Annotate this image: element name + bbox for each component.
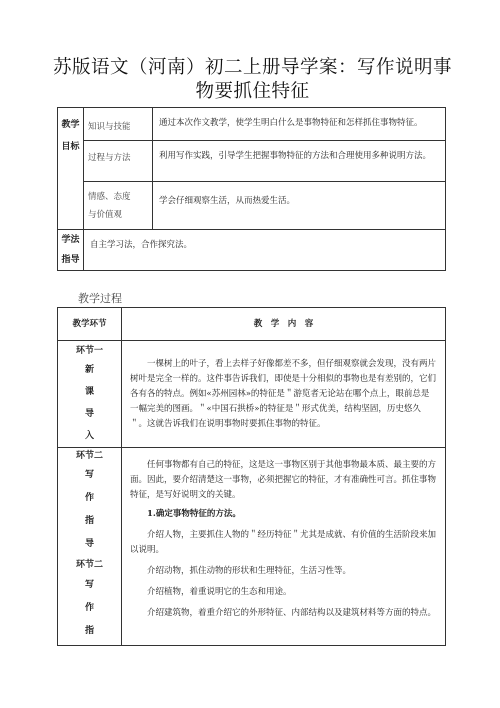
objectives-header-line-2: 目标 xyxy=(61,142,80,152)
col-header-stage: 教学环节 xyxy=(58,308,122,341)
stage-1-char: 新 xyxy=(84,365,94,375)
method-header-line-2: 指导 xyxy=(61,255,80,265)
stage-2-heading: 1.确定事物特征的方法。 xyxy=(147,509,241,519)
stage-2-paragraph-buildings: 介绍建筑物，着重介绍它的外形特征、内部结构以及建筑材料等方面的特点。 xyxy=(147,608,437,618)
process-section-label: 教学过程 xyxy=(78,292,122,305)
stage-1-paragraph: 一棵树上的叶子，看上去样子好像都差不多，但仔细观察就会发现，没有两片树叶是完全一样的。这件事告诉我们，即使是十分相似的事物也是有差别的，它们各有各的特点。例如«苏州园林»的特征是＂游览者无论站在哪个点上，眼前总是一幅完美的图画。＂«中国石拱桥»的特征是＂形式优美，结构坚固，历史悠久＂。这就告诉我们在说明事物时要抓住事物的特征。 xyxy=(130,359,437,429)
stage-1-char: 入 xyxy=(84,431,94,441)
stage-1-char: 导 xyxy=(84,409,94,419)
objectives-header-line-1: 教学 xyxy=(61,120,80,130)
objectives-table xyxy=(57,107,446,271)
col-header-content: 教 学 内 容 xyxy=(122,308,446,341)
stage-2-paragraph-plants: 介绍植物，着重说明它的生态和用途。 xyxy=(147,587,292,597)
stage-1-char: 课 xyxy=(84,387,94,397)
attitude-text: 学会仔细观察生活，从而热爱生活。 xyxy=(153,182,446,230)
stage-2b-title: 环节二 xyxy=(75,560,103,570)
stage-2b-char: 作 xyxy=(84,603,94,613)
knowledge-label: 知识与技能 xyxy=(84,108,153,141)
stage-2-paragraph-1: 任何事物都有自己的特征，这是这一事物区别于其他事物最本质、最主要的方面。因此，要介绍清楚这一事物，必须把握它的特征，才有准确性可言。抓住事物特征，是写好说明文的关键。 xyxy=(130,460,437,500)
document-title xyxy=(40,56,465,104)
knowledge-text: 通过本次作文教学，使学生明白什么是事物特征和怎样抓住事物特征。 xyxy=(153,108,446,141)
attitude-label-line-1: 情感、态度 xyxy=(88,192,131,202)
method-text: 自主学习法，合作探究法。 xyxy=(84,230,446,271)
stage-2-cell xyxy=(58,448,122,646)
stage-1-title: 环节一 xyxy=(75,346,103,356)
process-method-label: 过程与方法 xyxy=(84,141,153,182)
process-table xyxy=(57,307,446,646)
title-line-2: 物要抓住特征 xyxy=(195,81,310,102)
objectives-header xyxy=(58,108,84,230)
stage-2-char: 写 xyxy=(84,470,94,480)
stage-2-paragraph-animals: 介绍动物，抓住动物的形状和生理特征，生活习性等。 xyxy=(147,566,352,576)
method-header xyxy=(58,230,84,271)
stage-2-char: 导 xyxy=(84,539,94,549)
process-method-text: 利用写作实践，引导学生把握事物特征的方法和合理使用多种说明方法。 xyxy=(153,141,446,182)
stage-2b-char: 指 xyxy=(84,626,94,636)
stage-2-title: 环节二 xyxy=(75,451,103,461)
attitude-label xyxy=(84,182,153,230)
method-header-line-1: 学法 xyxy=(61,235,80,245)
title-line-1: 苏版语文（河南）初二上册导学案：写作说明事 xyxy=(52,57,452,78)
stage-1-cell xyxy=(58,341,122,448)
stage-2-paragraph-people: 介绍人物，主要抓住人物的＂经历特征＂尤其是成就、有价值的生活阶段来加以说明。 xyxy=(130,530,437,555)
stage-2b-char: 写 xyxy=(84,580,94,590)
stage-2-char: 指 xyxy=(84,516,94,526)
stage-1-content xyxy=(122,341,446,448)
attitude-label-line-2: 与价值观 xyxy=(88,210,123,220)
stage-2-content xyxy=(122,448,446,646)
stage-2-char: 作 xyxy=(84,493,94,503)
